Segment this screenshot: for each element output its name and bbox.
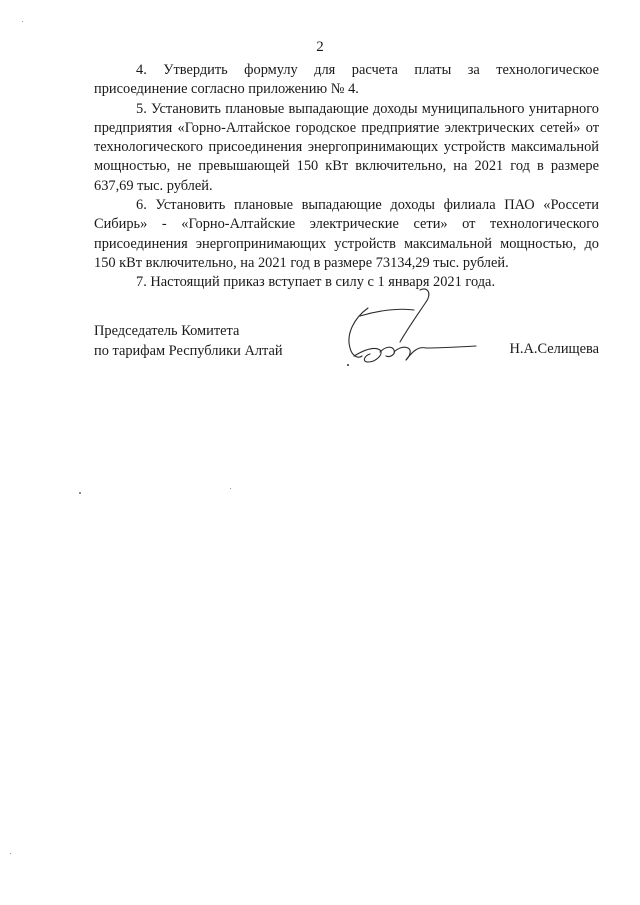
handwritten-signature (340, 286, 480, 374)
paragraph-6: 6. Установить плановые выпадающие доходы филиала ПАО «Россети Сибирь» - «Горно-Алтайские электрические сети» от технологического присоединения энергопринимающих устройств максимальной мощностью, до 150 кВт включительно, на 2021 год в размере 73134,29 тыс. рублей. (94, 197, 599, 271)
signatory-title-line-2: по тарифам Республики Алтай (94, 342, 283, 359)
page-number: 2 (316, 39, 324, 55)
signatory-name: Н.А.Селищева (509, 341, 599, 357)
scan-speck (22, 21, 23, 22)
scan-speck (10, 853, 11, 854)
scan-speck (79, 492, 81, 494)
paragraph-4: 4. Утвердить формулу для расчета платы за технологическое присоединение согласно приложению № 4. (94, 62, 599, 98)
scan-speck (230, 488, 231, 489)
paragraph-5: 5. Установить плановые выпадающие доходы муниципального унитарного предприятия «Горно-Алтайское городское предприятие электрических сетей» от технологического присоединения энергопринимающих устройств максимальной мощностью, не превышающей 150 кВт включительно, на 2021 год в размере 637,69 тыс. рублей. (94, 100, 599, 194)
signatory-title-line-1: Председатель Комитета (94, 323, 240, 339)
document-body (94, 61, 599, 293)
signatory-title (94, 322, 283, 361)
paragraph-7: 7. Настоящий приказ вступает в силу с 1 января 2021 года. (136, 274, 496, 291)
